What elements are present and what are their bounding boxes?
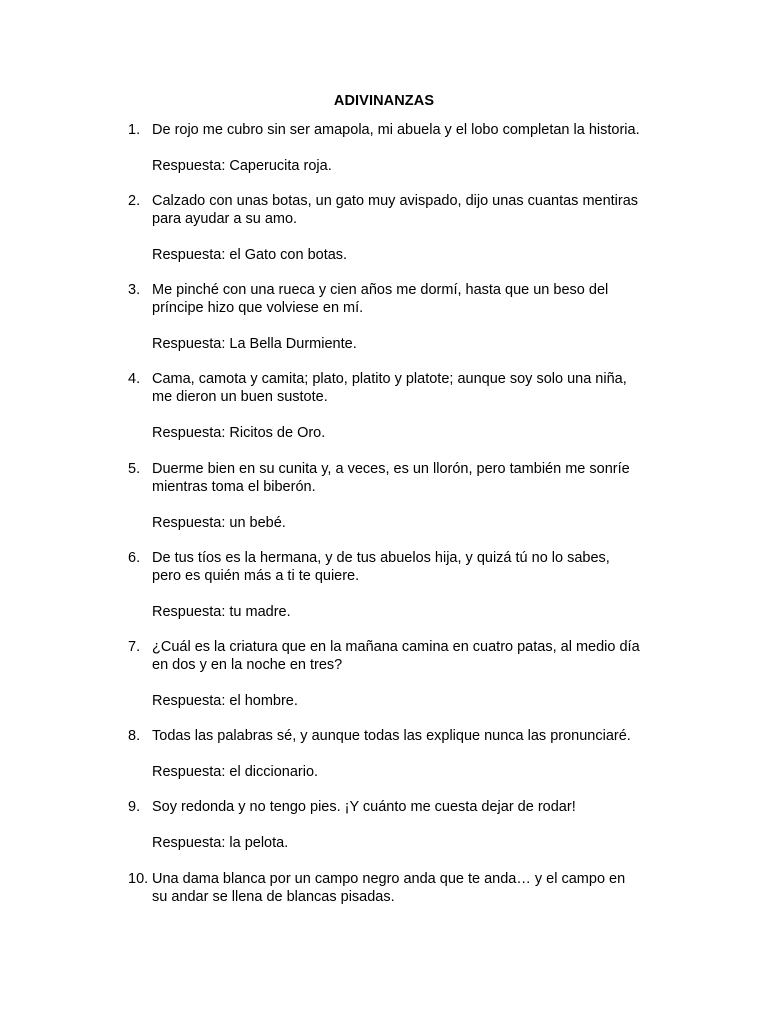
riddle-text: Una dama blanca por un campo negro anda que te anda… y el campo en su andar se llena de blancas pisadas. (152, 871, 626, 905)
page-title: ADIVINANZAS (333, 93, 435, 109)
riddle-text: Todas las palabras sé, y aunque todas las explique nunca las pronunciaré. (152, 728, 631, 744)
item-number: 2. (128, 193, 141, 209)
item-number: 6. (128, 550, 141, 566)
riddle-text: Soy redonda y no tengo pies. ¡Y cuánto me cuesta dejar de rodar! (152, 799, 576, 815)
riddle-answer: Respuesta: el hombre. (152, 693, 298, 709)
item-number: 8. (128, 728, 141, 744)
list-item (128, 870, 668, 906)
riddle-answer: Respuesta: tu madre. (152, 604, 291, 620)
list-item (128, 549, 668, 621)
riddle-text: Cama, camota y camita; plato, platito y platote; aunque soy solo una niña, me dieron un buen sustote. (152, 371, 627, 405)
item-number: 1. (128, 122, 141, 138)
riddle-text: De rojo me cubro sin ser amapola, mi abuela y el lobo completan la historia. (152, 122, 640, 138)
riddle-text: Me pinché con una rueca y cien años me dormí, hasta que un beso del príncipe hizo que volviese en mí. (152, 282, 609, 316)
riddle-answer: Respuesta: la pelota. (152, 835, 289, 851)
list-item (128, 121, 668, 175)
riddle-answer: Respuesta: un bebé. (152, 515, 286, 531)
list-item (128, 798, 668, 852)
list-item (128, 460, 668, 532)
riddle-answer: Respuesta: el diccionario. (152, 764, 319, 780)
item-number: 9. (128, 799, 141, 815)
riddle-answer: Respuesta: Caperucita roja. (152, 158, 332, 174)
riddle-text: De tus tíos es la hermana, y de tus abuelos hija, y quizá tú no lo sabes, pero es quién más a ti te quiere. (152, 550, 610, 584)
item-number: 10. (128, 871, 149, 887)
list-item (128, 727, 668, 781)
item-number: 3. (128, 282, 141, 298)
list-item (128, 370, 668, 442)
item-number: 7. (128, 639, 141, 655)
riddle-text: Duerme bien en su cunita y, a veces, es un llorón, pero también me sonríe mientras toma el biberón. (152, 461, 630, 495)
riddle-text: ¿Cuál es la criatura que en la mañana camina en cuatro patas, al medio día en dos y en la noche en tres? (152, 639, 640, 673)
riddle-text: Calzado con unas botas, un gato muy avispado, dijo unas cuantas mentiras para ayudar a su amo. (152, 193, 639, 227)
list-item (128, 638, 668, 710)
item-number: 5. (128, 461, 141, 477)
item-number: 4. (128, 371, 141, 387)
list-item (128, 192, 668, 264)
riddle-answer: Respuesta: La Bella Durmiente. (152, 336, 357, 352)
list-item (128, 281, 668, 353)
riddle-answer: Respuesta: Ricitos de Oro. (152, 425, 326, 441)
riddle-answer: Respuesta: el Gato con botas. (152, 247, 348, 263)
